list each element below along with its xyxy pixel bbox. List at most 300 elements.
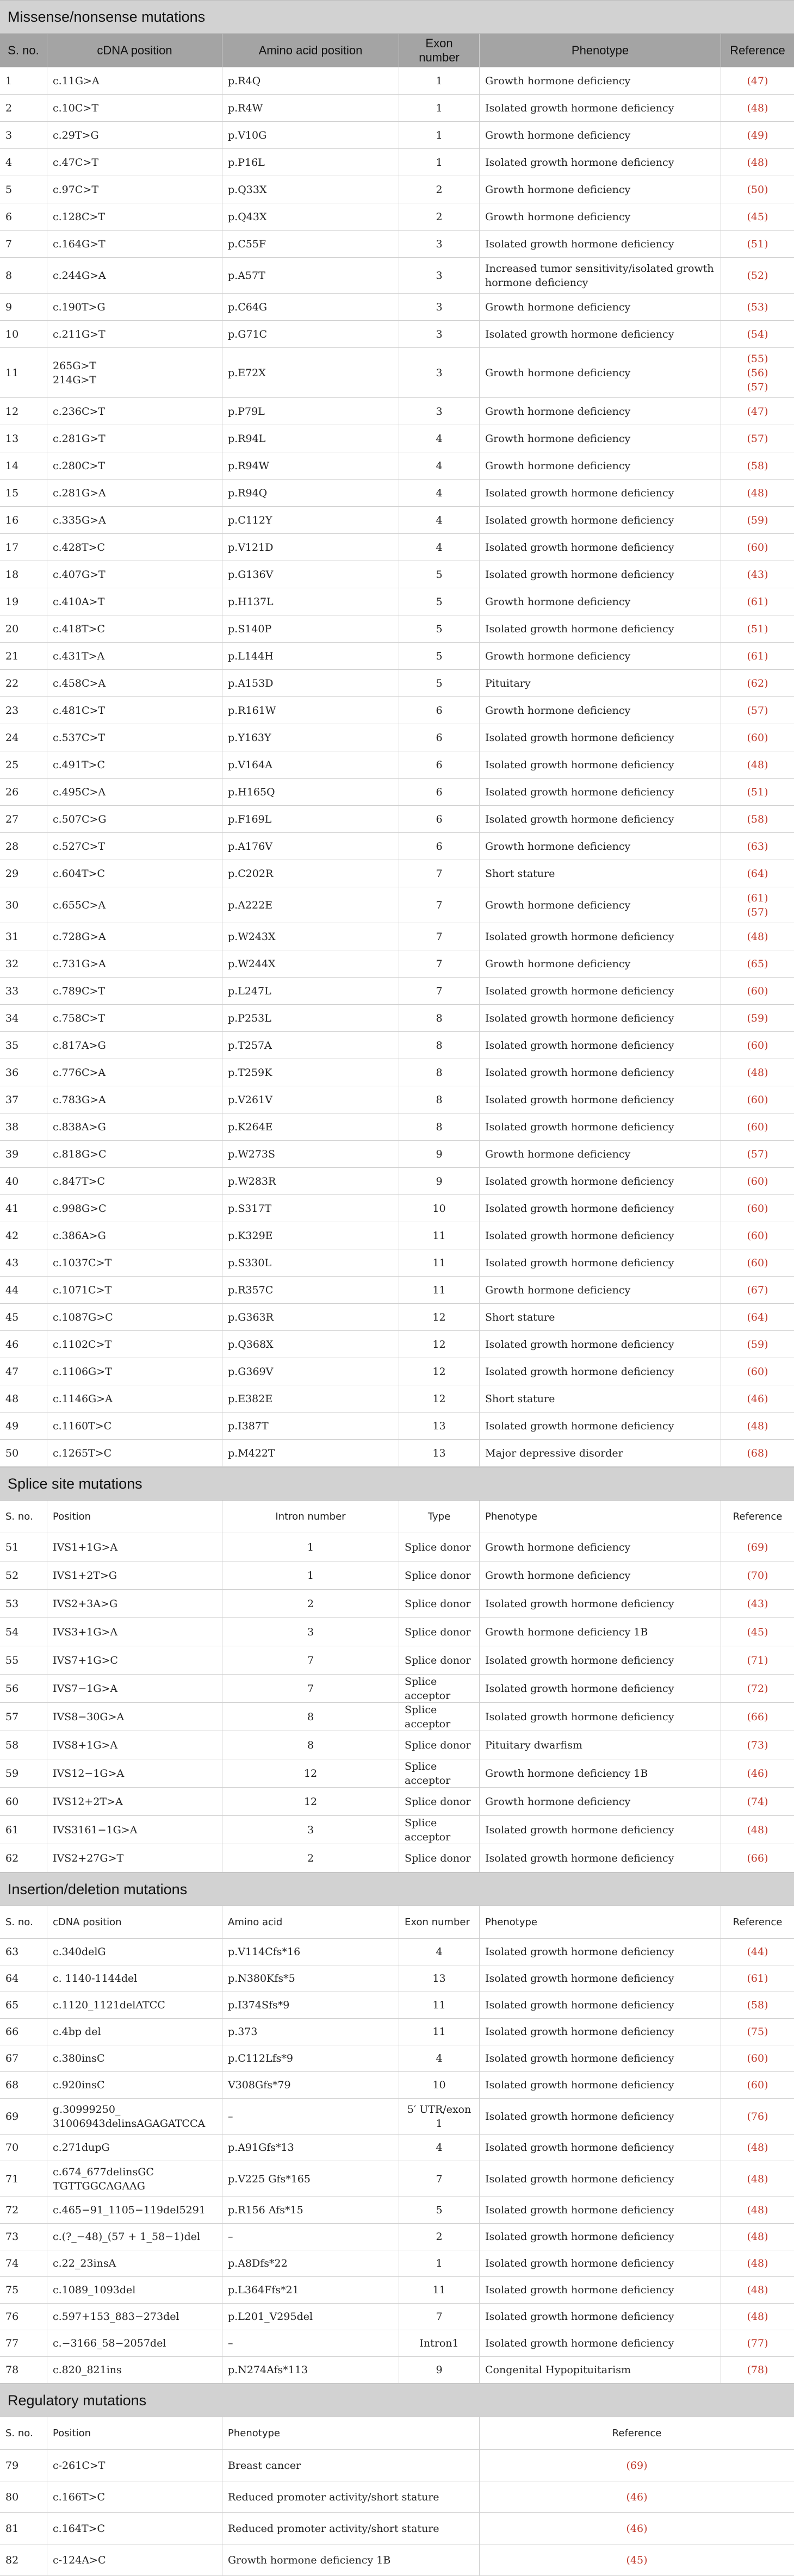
serial-cell: 14 — [0, 452, 47, 479]
position-cell: c.10C>T — [47, 95, 222, 121]
exon-cell: 10 — [399, 1195, 480, 1222]
reference-link[interactable]: (74) — [747, 1795, 768, 1808]
reference-link[interactable]: (43) — [747, 1597, 768, 1610]
reference-link[interactable]: (60) — [747, 1256, 768, 1269]
position-cell: c.11G>A — [47, 67, 222, 94]
phenotype-cell: Short stature — [480, 1304, 721, 1330]
reference-link[interactable]: (48) — [747, 758, 768, 771]
phenotype-cell: Isolated growth hormone deficiency — [480, 724, 721, 751]
position-cell: c.236C>T — [47, 398, 222, 425]
serial-cell: 12 — [0, 398, 47, 425]
type-cell: Splice donor — [399, 1561, 480, 1589]
reference-link[interactable]: (65) — [747, 957, 768, 970]
phenotype-cell: Isolated growth hormone deficiency — [480, 507, 721, 533]
reference-link[interactable]: (63) — [747, 840, 768, 853]
phenotype-cell: Short stature — [480, 1385, 721, 1412]
serial-cell: 46 — [0, 1331, 47, 1358]
reference-link[interactable]: (64) — [747, 1311, 768, 1323]
serial-cell: 25 — [0, 751, 47, 778]
serial-cell: 64 — [0, 1965, 47, 1992]
reference-cell — [721, 95, 794, 121]
table-row — [0, 1086, 794, 1113]
reference-link[interactable]: (57) — [747, 906, 768, 918]
position-cell: c.166T>C — [47, 2481, 222, 2512]
exon-cell: 11 — [399, 1277, 480, 1303]
reference-link[interactable]: (50) — [747, 183, 768, 196]
position-cell: c.97C>T — [47, 176, 222, 203]
exon-cell: 5 — [399, 615, 480, 642]
table-row — [0, 203, 794, 231]
reference-cell — [721, 425, 794, 452]
reference-link[interactable]: (61) — [747, 892, 768, 904]
reference-cell — [721, 833, 794, 860]
cell-line: c.674_677delinsGC — [53, 2166, 154, 2178]
reference-link[interactable]: (60) — [747, 1175, 768, 1187]
position-cell: c.655C>A — [47, 887, 222, 923]
reference-link[interactable]: (61) — [747, 650, 768, 662]
reference-cell — [721, 2135, 794, 2161]
reference-link[interactable]: (61) — [747, 595, 768, 608]
phenotype-cell: Growth hormone deficiency — [480, 1277, 721, 1303]
amino-acid-cell: p.R4Q — [222, 67, 399, 94]
table-row — [0, 2099, 794, 2135]
reference-cell — [721, 67, 794, 94]
table-row — [0, 751, 794, 779]
phenotype-cell: Growth hormone deficiency — [480, 1533, 721, 1561]
reference-cell — [721, 507, 794, 533]
reference-link[interactable]: (53) — [747, 301, 768, 313]
reference-link[interactable]: (48) — [747, 1420, 768, 1432]
exon-cell: 9 — [399, 2357, 480, 2383]
amino-acid-cell: p.A91Gfs*13 — [222, 2135, 399, 2161]
amino-acid-cell: p.V10G — [222, 122, 399, 148]
exon-cell: 5 — [399, 2197, 480, 2223]
reference-link[interactable]: (48) — [747, 930, 768, 943]
reference-link[interactable]: (70) — [747, 1569, 768, 1582]
reference-link[interactable]: (48) — [747, 487, 768, 499]
reference-link[interactable]: (47) — [747, 74, 768, 87]
position-cell: c.604T>C — [47, 860, 222, 887]
reference-cell — [721, 1032, 794, 1059]
table-row — [0, 1331, 794, 1358]
table-row — [0, 779, 794, 806]
table-row — [0, 321, 794, 348]
header-exon: Exon number — [399, 34, 480, 67]
reference-link[interactable]: (76) — [747, 2110, 768, 2123]
serial-cell: 15 — [0, 480, 47, 506]
reference-link[interactable]: (60) — [747, 541, 768, 553]
position-cell: c. 1140-1144del — [47, 1965, 222, 1992]
phenotype-cell: Isolated growth hormone deficiency — [480, 1032, 721, 1059]
reference-link[interactable]: (59) — [747, 1338, 768, 1351]
exon-cell: 13 — [399, 1413, 480, 1439]
table-row — [0, 1005, 794, 1032]
table-row — [0, 1385, 794, 1413]
table-header — [0, 34, 794, 67]
amino-acid-cell: p.C112Lfs*9 — [222, 2045, 399, 2071]
reference-link[interactable]: (51) — [747, 238, 768, 250]
exon-cell: 2 — [399, 176, 480, 203]
reference-cell — [721, 860, 794, 887]
exon-cell: 4 — [399, 2045, 480, 2071]
position-cell: c.728G>A — [47, 923, 222, 950]
exon-cell: 6 — [399, 751, 480, 778]
reference-link[interactable]: (69) — [626, 2459, 648, 2472]
phenotype-cell: Isolated growth hormone deficiency — [480, 561, 721, 588]
reference-cell — [721, 231, 794, 257]
reference-link[interactable]: (60) — [747, 985, 768, 997]
reference-link[interactable]: (57) — [747, 432, 768, 445]
table-row — [0, 2330, 794, 2357]
table-row — [0, 1992, 794, 2019]
exon-cell: 12 — [399, 1304, 480, 1330]
phenotype-cell: Isolated growth hormone deficiency — [480, 1413, 721, 1439]
exon-cell: 7 — [399, 950, 480, 977]
serial-cell: 41 — [0, 1195, 47, 1222]
phenotype-cell: Isolated growth hormone deficiency — [480, 751, 721, 778]
amino-acid-cell: p.H165Q — [222, 779, 399, 805]
serial-cell: 82 — [0, 2544, 47, 2575]
position-cell: c.491T>C — [47, 751, 222, 778]
reference-link[interactable]: (48) — [747, 1824, 768, 1836]
reference-link[interactable]: (56) — [747, 366, 768, 379]
serial-cell: 77 — [0, 2330, 47, 2356]
table-row — [0, 978, 794, 1005]
amino-acid-cell: p.R94W — [222, 452, 399, 479]
reference-cell — [721, 1385, 794, 1412]
exon-cell: 8 — [399, 1113, 480, 1140]
section-title: Insertion/deletion mutations — [0, 1872, 794, 1906]
serial-cell: 81 — [0, 2513, 47, 2544]
amino-acid-cell: p.L247L — [222, 978, 399, 1004]
position-cell: c-261C>T — [47, 2450, 222, 2481]
reference-cell — [721, 1277, 794, 1303]
position-cell: c.4bp del — [47, 2019, 222, 2045]
reference-link[interactable]: (48) — [747, 2142, 768, 2154]
reference-link[interactable]: (60) — [747, 1202, 768, 1215]
amino-acid-cell: p.V114Cfs*16 — [222, 1939, 399, 1965]
reference-link[interactable]: (57) — [747, 704, 768, 717]
position-cell: IVS1+2T>G — [47, 1561, 222, 1589]
amino-acid-cell: p.Q33X — [222, 176, 399, 203]
type-cell: Splice donor — [399, 1646, 480, 1674]
position-cell: c.818G>C — [47, 1141, 222, 1167]
phenotype-cell: Isolated growth hormone deficiency — [480, 1992, 721, 2018]
exon-cell: 7 — [399, 2161, 480, 2197]
position-cell — [47, 2161, 222, 2197]
exon-cell: 11 — [399, 1992, 480, 2018]
reference-link[interactable]: (45) — [747, 210, 768, 223]
exon-cell: 3 — [399, 398, 480, 425]
intron-cell: 3 — [222, 1618, 399, 1646]
serial-cell: 57 — [0, 1703, 47, 1731]
position-cell: c.47C>T — [47, 149, 222, 176]
position-cell: c.783G>A — [47, 1086, 222, 1113]
exon-cell: 11 — [399, 2277, 480, 2303]
reference-link[interactable]: (46) — [626, 2491, 648, 2503]
serial-cell: 3 — [0, 122, 47, 148]
phenotype-cell: Growth hormone deficiency 1B — [480, 1759, 721, 1787]
serial-cell: 1 — [0, 67, 47, 94]
header-position: Position — [47, 2417, 222, 2449]
reference-link[interactable]: (46) — [747, 1767, 768, 1779]
reference-link[interactable]: (55) — [747, 352, 768, 365]
amino-acid-cell: p.A153D — [222, 670, 399, 696]
phenotype-cell: Isolated growth hormone deficiency — [480, 1816, 721, 1844]
table-row — [0, 2072, 794, 2099]
amino-acid-cell: p.A8Dfs*22 — [222, 2250, 399, 2276]
reference-cell — [721, 294, 794, 320]
reference-link[interactable]: (60) — [747, 1093, 768, 1106]
reference-link[interactable]: (60) — [747, 1039, 768, 1051]
phenotype-cell: Growth hormone deficiency — [480, 67, 721, 94]
amino-acid-cell: p.G369V — [222, 1358, 399, 1385]
reference-link[interactable]: (60) — [747, 1229, 768, 1242]
position-cell: c.1087G>C — [47, 1304, 222, 1330]
reference-link[interactable]: (61) — [747, 1973, 768, 1984]
position-cell: c.244G>A — [47, 258, 222, 293]
reference-link[interactable]: (73) — [747, 1739, 768, 1751]
reference-cell — [721, 2224, 794, 2250]
phenotype-cell: Isolated growth hormone deficiency — [480, 2072, 721, 2098]
reference-link[interactable]: (48) — [747, 2231, 768, 2243]
table-row — [0, 1788, 794, 1816]
reference-link[interactable]: (46) — [747, 1392, 768, 1405]
serial-cell: 11 — [0, 348, 47, 397]
amino-acid-cell: p.T257A — [222, 1032, 399, 1059]
position-cell: c.847T>C — [47, 1168, 222, 1194]
reference-link[interactable]: (48) — [747, 2204, 768, 2216]
exon-cell: 5′ UTR/exon 1 — [399, 2099, 480, 2134]
serial-cell: 71 — [0, 2161, 47, 2197]
header-reference: Reference — [612, 2427, 662, 2439]
reference-link[interactable]: (54) — [747, 328, 768, 340]
reference-link[interactable]: (45) — [747, 1626, 768, 1638]
position-cell: c.335G>A — [47, 507, 222, 533]
table-row — [0, 1168, 794, 1195]
reference-link[interactable]: (60) — [747, 1121, 768, 1133]
position-cell: IVS3161−1G>A — [47, 1816, 222, 1844]
serial-cell: 55 — [0, 1646, 47, 1674]
reference-link[interactable]: (51) — [747, 786, 768, 798]
intron-cell: 8 — [222, 1703, 399, 1731]
reference-link[interactable]: (48) — [747, 2311, 768, 2323]
serial-cell: 42 — [0, 1222, 47, 1249]
position-cell: IVS1+1G>A — [47, 1533, 222, 1561]
reference-cell — [721, 176, 794, 203]
amino-acid-cell: p.C64G — [222, 294, 399, 320]
phenotype-cell: Isolated growth hormone deficiency — [480, 2045, 721, 2071]
exon-cell: 3 — [399, 258, 480, 293]
table-header — [0, 1906, 794, 1939]
reference-link[interactable]: (58) — [747, 1999, 768, 2011]
reference-link[interactable]: (62) — [747, 677, 768, 689]
reference-link[interactable]: (67) — [747, 1284, 768, 1296]
table-row — [0, 2304, 794, 2330]
reference-link[interactable]: (71) — [747, 1654, 768, 1666]
reference-cell — [721, 887, 794, 923]
reference-link[interactable]: (47) — [747, 405, 768, 418]
phenotype-cell: Congenital Hypopituitarism — [480, 2357, 721, 2383]
exon-cell: 3 — [399, 321, 480, 347]
type-cell: Splice donor — [399, 1618, 480, 1646]
amino-acid-cell: p.Y163Y — [222, 724, 399, 751]
amino-acid-cell: p.A57T — [222, 258, 399, 293]
exon-cell: 5 — [399, 670, 480, 696]
reference-link[interactable]: (66) — [747, 1852, 768, 1864]
phenotype-cell: Isolated growth hormone deficiency — [480, 1113, 721, 1140]
reference-link[interactable]: (60) — [747, 731, 768, 744]
table-row — [0, 1533, 794, 1561]
reference-link[interactable]: (60) — [747, 1365, 768, 1378]
position-cell: c.164T>C — [47, 2513, 222, 2544]
serial-cell: 10 — [0, 321, 47, 347]
serial-cell: 67 — [0, 2045, 47, 2071]
amino-acid-cell: p.T259K — [222, 1059, 399, 1086]
table-header — [0, 1501, 794, 1533]
exon-cell: 6 — [399, 697, 480, 724]
phenotype-cell: Isolated growth hormone deficiency — [480, 1590, 721, 1617]
amino-acid-cell: – — [222, 2099, 399, 2134]
phenotype-cell: Increased tumor sensitivity/isolated growth hormone deficiency — [480, 258, 721, 293]
serial-cell: 24 — [0, 724, 47, 751]
phenotype-cell: Isolated growth hormone deficiency — [480, 2277, 721, 2303]
reference-link[interactable]: (58) — [747, 813, 768, 825]
intron-cell: 1 — [222, 1533, 399, 1561]
phenotype-cell: Growth hormone deficiency — [480, 294, 721, 320]
serial-cell: 40 — [0, 1168, 47, 1194]
reference-link[interactable]: (51) — [747, 623, 768, 635]
reference-link[interactable]: (75) — [747, 2026, 768, 2038]
amino-acid-cell: p.A222E — [222, 887, 399, 923]
reference-link[interactable]: (58) — [747, 459, 768, 472]
serial-cell: 19 — [0, 588, 47, 615]
header-intron: Intron number — [222, 1501, 399, 1533]
reference-link[interactable]: (48) — [747, 2284, 768, 2296]
exon-cell: 4 — [399, 452, 480, 479]
reference-link[interactable]: (77) — [747, 2337, 768, 2349]
position-cell: c.410A>T — [47, 588, 222, 615]
reference-cell — [721, 2099, 794, 2134]
position-cell: IVS12+2T>A — [47, 1788, 222, 1815]
reference-link[interactable]: (78) — [747, 2364, 768, 2376]
reference-link[interactable]: (44) — [747, 1946, 768, 1958]
table-row — [0, 2481, 794, 2513]
reference-link[interactable]: (43) — [747, 568, 768, 581]
reference-link[interactable]: (64) — [747, 867, 768, 880]
reference-link[interactable]: (48) — [747, 102, 768, 114]
section-title: Regulatory mutations — [0, 2384, 794, 2417]
reference-link[interactable]: (46) — [626, 2522, 648, 2535]
serial-cell: 7 — [0, 231, 47, 257]
exon-cell: 3 — [399, 294, 480, 320]
position-cell: c.537C>T — [47, 724, 222, 751]
reference-link[interactable]: (66) — [747, 1710, 768, 1723]
position-cell: c.838A>G — [47, 1113, 222, 1140]
reference-cell — [721, 1618, 794, 1646]
position-cell: c.481C>T — [47, 697, 222, 724]
position-cell: c.1102C>T — [47, 1331, 222, 1358]
phenotype-cell: Growth hormone deficiency — [480, 950, 721, 977]
reference-link[interactable]: (57) — [747, 381, 768, 393]
reference-link[interactable]: (48) — [747, 1066, 768, 1079]
exon-cell: 9 — [399, 1141, 480, 1167]
position-cell: c.1160T>C — [47, 1413, 222, 1439]
reference-link[interactable]: (48) — [747, 156, 768, 169]
reference-link[interactable]: (69) — [747, 1541, 768, 1553]
reference-cell — [721, 1939, 794, 1965]
position-cell: c.380insC — [47, 2045, 222, 2071]
serial-cell: 75 — [0, 2277, 47, 2303]
reference-link[interactable]: (59) — [747, 514, 768, 526]
amino-acid-cell: p.S317T — [222, 1195, 399, 1222]
header-phenotype: Phenotype — [480, 1501, 721, 1533]
amino-acid-cell: p.G136V — [222, 561, 399, 588]
reference-link[interactable]: (52) — [747, 269, 768, 282]
serial-cell: 26 — [0, 779, 47, 805]
reference-link[interactable]: (60) — [747, 2052, 768, 2064]
serial-cell: 74 — [0, 2250, 47, 2276]
amino-acid-cell: p.V261V — [222, 1086, 399, 1113]
serial-cell: 39 — [0, 1141, 47, 1167]
reference-cell — [721, 1992, 794, 2018]
reference-link[interactable]: (49) — [747, 129, 768, 141]
reference-cell — [721, 1086, 794, 1113]
header-serial: S. no. — [0, 2417, 47, 2449]
amino-acid-cell: p.A176V — [222, 833, 399, 860]
phenotype-cell: Short stature — [480, 860, 721, 887]
reference-cell — [721, 2072, 794, 2098]
reference-link[interactable]: (48) — [747, 2173, 768, 2185]
reference-link[interactable]: (59) — [747, 1012, 768, 1024]
reference-cell — [721, 122, 794, 148]
amino-acid-cell: p.F169L — [222, 806, 399, 832]
reference-cell — [721, 697, 794, 724]
table-row — [0, 2450, 794, 2481]
reference-cell — [721, 724, 794, 751]
table-row — [0, 67, 794, 95]
reference-link[interactable]: (48) — [747, 2257, 768, 2269]
reference-link[interactable]: (72) — [747, 1682, 768, 1695]
reference-cell — [721, 1703, 794, 1731]
phenotype-cell: Growth hormone deficiency 1B — [480, 1618, 721, 1646]
table-header — [0, 2417, 794, 2450]
serial-cell: 56 — [0, 1675, 47, 1702]
exon-cell: 7 — [399, 860, 480, 887]
phenotype-cell: Growth hormone deficiency — [480, 452, 721, 479]
phenotype-cell: Growth hormone deficiency — [480, 203, 721, 230]
reference-cell — [721, 1113, 794, 1140]
reference-link[interactable]: (45) — [626, 2554, 648, 2566]
serial-cell: 35 — [0, 1032, 47, 1059]
phenotype-cell: Pituitary — [480, 670, 721, 696]
reference-cell — [721, 321, 794, 347]
amino-acid-cell: p.L364Ffs*21 — [222, 2277, 399, 2303]
table-row — [0, 452, 794, 480]
amino-acid-cell: p.H137L — [222, 588, 399, 615]
reference-link[interactable]: (68) — [747, 1447, 768, 1459]
amino-acid-cell: p.P79L — [222, 398, 399, 425]
exon-cell: 6 — [399, 806, 480, 832]
reference-cell — [721, 1059, 794, 1086]
type-cell: Splice donor — [399, 1533, 480, 1561]
cell-line: TGTTGGCAGAAG — [53, 2180, 145, 2192]
type-cell: Splice acceptor — [399, 1703, 480, 1731]
serial-cell: 29 — [0, 860, 47, 887]
reference-link[interactable]: (57) — [747, 1148, 768, 1160]
reference-link[interactable]: (60) — [747, 2079, 768, 2091]
position-cell: c.820_821ins — [47, 2357, 222, 2383]
